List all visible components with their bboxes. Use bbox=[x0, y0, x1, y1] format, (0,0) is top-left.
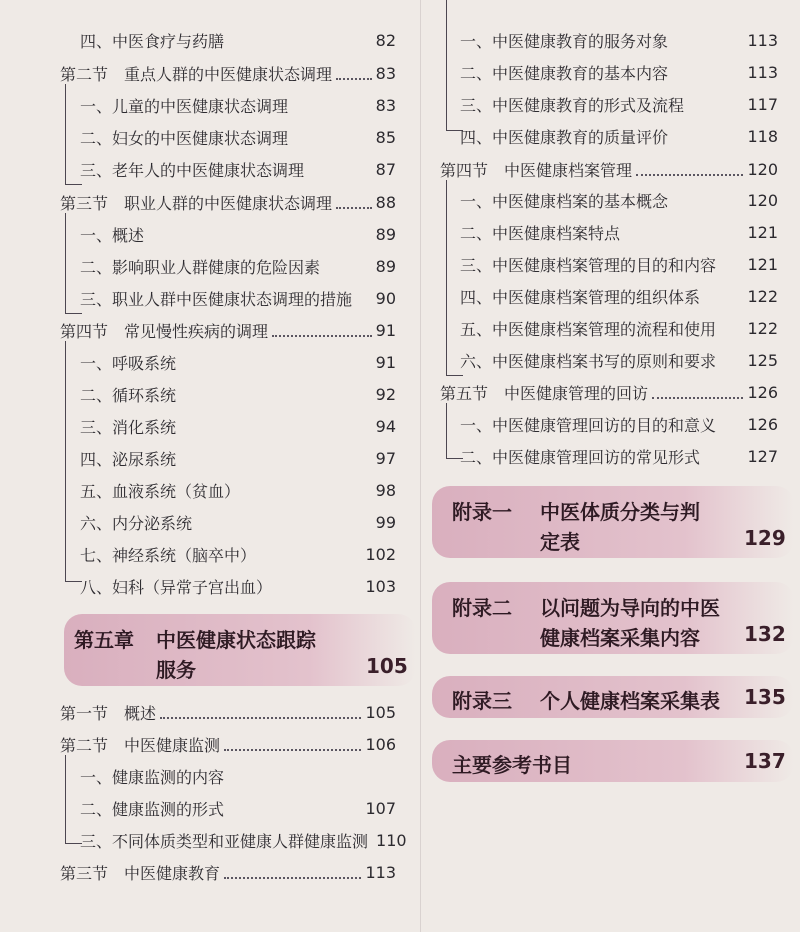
toc-entry[interactable] bbox=[460, 249, 778, 279]
entry-label: 二、影响职业人群健康的危险因素 bbox=[80, 257, 321, 277]
entry-page: 99 bbox=[375, 512, 396, 532]
appendix-title-line2: 健康档案采集内容 bbox=[540, 626, 700, 650]
toc-section-entry[interactable] bbox=[60, 187, 396, 217]
entry-page: 113 bbox=[747, 62, 778, 82]
entry-label: 六、内分泌系统 bbox=[80, 513, 193, 533]
entry-page: 118 bbox=[747, 126, 778, 146]
entry-page: 122 bbox=[747, 318, 778, 338]
entry-page: 105 bbox=[365, 702, 396, 722]
appendix-banner[interactable] bbox=[432, 486, 794, 558]
entry-page: 113 bbox=[365, 862, 396, 882]
toc-entry[interactable] bbox=[80, 571, 396, 601]
entry-page: 89 bbox=[375, 256, 396, 276]
appendix-page: 137 bbox=[744, 749, 786, 773]
entry-page: 85 bbox=[375, 127, 396, 147]
toc-entry[interactable] bbox=[80, 154, 396, 184]
toc-entry[interactable] bbox=[80, 219, 396, 249]
toc-entry[interactable] bbox=[80, 122, 396, 152]
toc-entry[interactable] bbox=[460, 185, 778, 215]
entry-label: 第二节 中医健康监测 bbox=[60, 735, 221, 755]
entry-page: 110 bbox=[376, 830, 407, 850]
entry-label: 第一节 概述 bbox=[60, 703, 157, 723]
appendix-label: 附录二 bbox=[452, 596, 512, 620]
entry-label: 四、中医健康教育的质量评价 bbox=[460, 127, 669, 147]
entry-page: 90 bbox=[375, 288, 396, 308]
entry-page: 91 bbox=[375, 352, 396, 372]
entry-label: 三、老年人的中医健康状态调理 bbox=[80, 160, 305, 180]
entry-page: 98 bbox=[375, 480, 396, 500]
appendix-page: 129 bbox=[744, 526, 786, 550]
toc-section-entry[interactable] bbox=[60, 697, 396, 727]
entry-label: 四、泌尿系统 bbox=[80, 449, 177, 469]
entry-label: 二、妇女的中医健康状态调理 bbox=[80, 128, 289, 148]
entry-label: 二、中医健康档案特点 bbox=[460, 223, 621, 243]
toc-entry[interactable] bbox=[80, 411, 396, 441]
entry-page: 91 bbox=[375, 320, 396, 340]
toc-entry[interactable] bbox=[80, 25, 396, 55]
toc-entry[interactable] bbox=[460, 409, 778, 439]
entry-page: 120 bbox=[747, 159, 778, 179]
appendix-label: 附录一 bbox=[452, 500, 512, 524]
chapter-page: 105 bbox=[366, 654, 408, 678]
chapter-number: 第五章 bbox=[74, 628, 134, 652]
chapter-title-line2: 服务 bbox=[156, 658, 196, 682]
toc-section-entry[interactable] bbox=[60, 729, 396, 759]
entry-label: 四、中医健康档案管理的组织体系 bbox=[460, 287, 701, 307]
toc-entry[interactable] bbox=[80, 379, 396, 409]
toc-entry[interactable] bbox=[80, 825, 407, 855]
entry-page: 94 bbox=[375, 416, 396, 436]
entry-label: 第三节 职业人群的中医健康状态调理 bbox=[60, 193, 333, 213]
appendix-label: 附录三 bbox=[452, 689, 512, 713]
toc-entry[interactable] bbox=[80, 251, 396, 281]
entry-label: 三、中医健康档案管理的目的和内容 bbox=[460, 255, 717, 275]
entry-label: 二、循环系统 bbox=[80, 385, 177, 405]
entry-page: 87 bbox=[375, 159, 396, 179]
toc-entry[interactable] bbox=[80, 539, 396, 569]
toc-entry[interactable] bbox=[80, 507, 396, 537]
entry-label: 二、中医健康教育的基本内容 bbox=[460, 63, 669, 83]
entry-label: 一、中医健康管理回访的目的和意义 bbox=[460, 415, 717, 435]
chapter-banner[interactable] bbox=[64, 614, 416, 686]
toc-section-entry[interactable] bbox=[60, 857, 396, 887]
entry-page: 106 bbox=[365, 734, 396, 754]
toc-entry[interactable] bbox=[460, 57, 778, 87]
entry-label: 一、中医健康教育的服务对象 bbox=[460, 31, 669, 51]
entry-label: 一、儿童的中医健康状态调理 bbox=[80, 96, 289, 116]
entry-label: 五、血液系统（贫血） bbox=[80, 481, 241, 501]
toc-entry[interactable] bbox=[460, 25, 778, 55]
entry-label: 一、健康监测的内容 bbox=[80, 767, 225, 787]
entry-label: 七、神经系统（脑卒中） bbox=[80, 545, 257, 565]
entry-page: 102 bbox=[365, 544, 396, 564]
toc-section-entry[interactable] bbox=[440, 377, 778, 407]
toc-entry[interactable] bbox=[460, 89, 778, 119]
entry-page: 82 bbox=[375, 30, 396, 50]
entry-label: 一、概述 bbox=[80, 225, 145, 245]
appendix-title-line1: 中医体质分类与判 bbox=[540, 500, 700, 524]
entry-page: 103 bbox=[365, 576, 396, 596]
column-divider bbox=[420, 0, 421, 932]
chapter-title-line1: 中医健康状态跟踪 bbox=[156, 628, 316, 652]
toc-entry[interactable] bbox=[80, 793, 396, 823]
entry-label: 三、职业人群中医健康状态调理的措施 bbox=[80, 289, 353, 309]
entry-label: 第二节 重点人群的中医健康状态调理 bbox=[60, 64, 333, 84]
entry-page: 97 bbox=[375, 448, 396, 468]
entry-page: 120 bbox=[747, 190, 778, 210]
toc-entry[interactable] bbox=[80, 761, 396, 791]
entry-label: 三、中医健康教育的形式及流程 bbox=[460, 95, 685, 115]
entry-page: 127 bbox=[747, 446, 778, 466]
entry-label: 二、中医健康管理回访的常见形式 bbox=[460, 447, 701, 467]
toc-entry[interactable] bbox=[80, 283, 396, 313]
entry-page: 125 bbox=[747, 350, 778, 370]
entry-page: 92 bbox=[375, 384, 396, 404]
entry-page: 107 bbox=[365, 798, 396, 818]
entry-page: 83 bbox=[375, 95, 396, 115]
entry-label: 三、消化系统 bbox=[80, 417, 177, 437]
entry-page: 113 bbox=[747, 30, 778, 50]
appendix-page: 135 bbox=[744, 685, 786, 709]
toc-entry[interactable] bbox=[80, 475, 396, 505]
toc-entry[interactable] bbox=[460, 217, 778, 247]
appendix-page: 132 bbox=[744, 622, 786, 646]
entry-label: 第四节 中医健康档案管理 bbox=[440, 160, 633, 180]
entry-page: 117 bbox=[747, 94, 778, 114]
toc-section-entry[interactable] bbox=[60, 58, 396, 88]
entry-page: 121 bbox=[747, 254, 778, 274]
entry-label: 八、妇科（异常子宫出血） bbox=[80, 577, 273, 597]
appendix-banner[interactable] bbox=[432, 676, 794, 718]
appendix-banner[interactable] bbox=[432, 740, 794, 782]
entry-label: 二、健康监测的形式 bbox=[80, 799, 225, 819]
toc-entry[interactable] bbox=[80, 90, 396, 120]
toc-section-entry[interactable] bbox=[440, 154, 778, 184]
entry-label: 四、中医食疗与药膳 bbox=[80, 31, 225, 51]
entry-label: 三、不同体质类型和亚健康人群健康监测 bbox=[80, 831, 369, 851]
entry-label: 六、中医健康档案书写的原则和要求 bbox=[460, 351, 717, 371]
appendix-label: 主要参考书目 bbox=[452, 753, 572, 777]
toc-entry[interactable] bbox=[460, 441, 778, 471]
entry-label: 第五节 中医健康管理的回访 bbox=[440, 383, 649, 403]
entry-page: 89 bbox=[375, 224, 396, 244]
toc-entry[interactable] bbox=[460, 281, 778, 311]
appendix-title-line2: 定表 bbox=[540, 530, 580, 554]
entry-page: 126 bbox=[747, 382, 778, 402]
appendix-title-line1: 个人健康档案采集表 bbox=[540, 689, 720, 713]
toc-entry[interactable] bbox=[80, 347, 396, 377]
entry-label: 第三节 中医健康教育 bbox=[60, 863, 221, 883]
entry-page: 83 bbox=[375, 63, 396, 83]
entry-page: 122 bbox=[747, 286, 778, 306]
entry-label: 第四节 常见慢性疾病的调理 bbox=[60, 321, 269, 341]
entry-label: 一、呼吸系统 bbox=[80, 353, 177, 373]
toc-section-entry[interactable] bbox=[60, 315, 396, 345]
toc-entry[interactable] bbox=[460, 345, 778, 375]
appendix-title-line1: 以问题为导向的中医 bbox=[540, 596, 720, 620]
entry-page: 88 bbox=[375, 192, 396, 212]
show-through-text bbox=[470, 8, 487, 25]
entry-label: 一、中医健康档案的基本概念 bbox=[460, 191, 669, 211]
entry-page: 121 bbox=[747, 222, 778, 242]
entry-label: 五、中医健康档案管理的流程和使用 bbox=[460, 319, 717, 339]
toc-entry[interactable] bbox=[80, 443, 396, 473]
entry-page: 126 bbox=[747, 414, 778, 434]
appendix-banner[interactable] bbox=[432, 582, 794, 654]
toc-entry[interactable] bbox=[460, 313, 778, 343]
toc-entry[interactable] bbox=[460, 121, 778, 151]
